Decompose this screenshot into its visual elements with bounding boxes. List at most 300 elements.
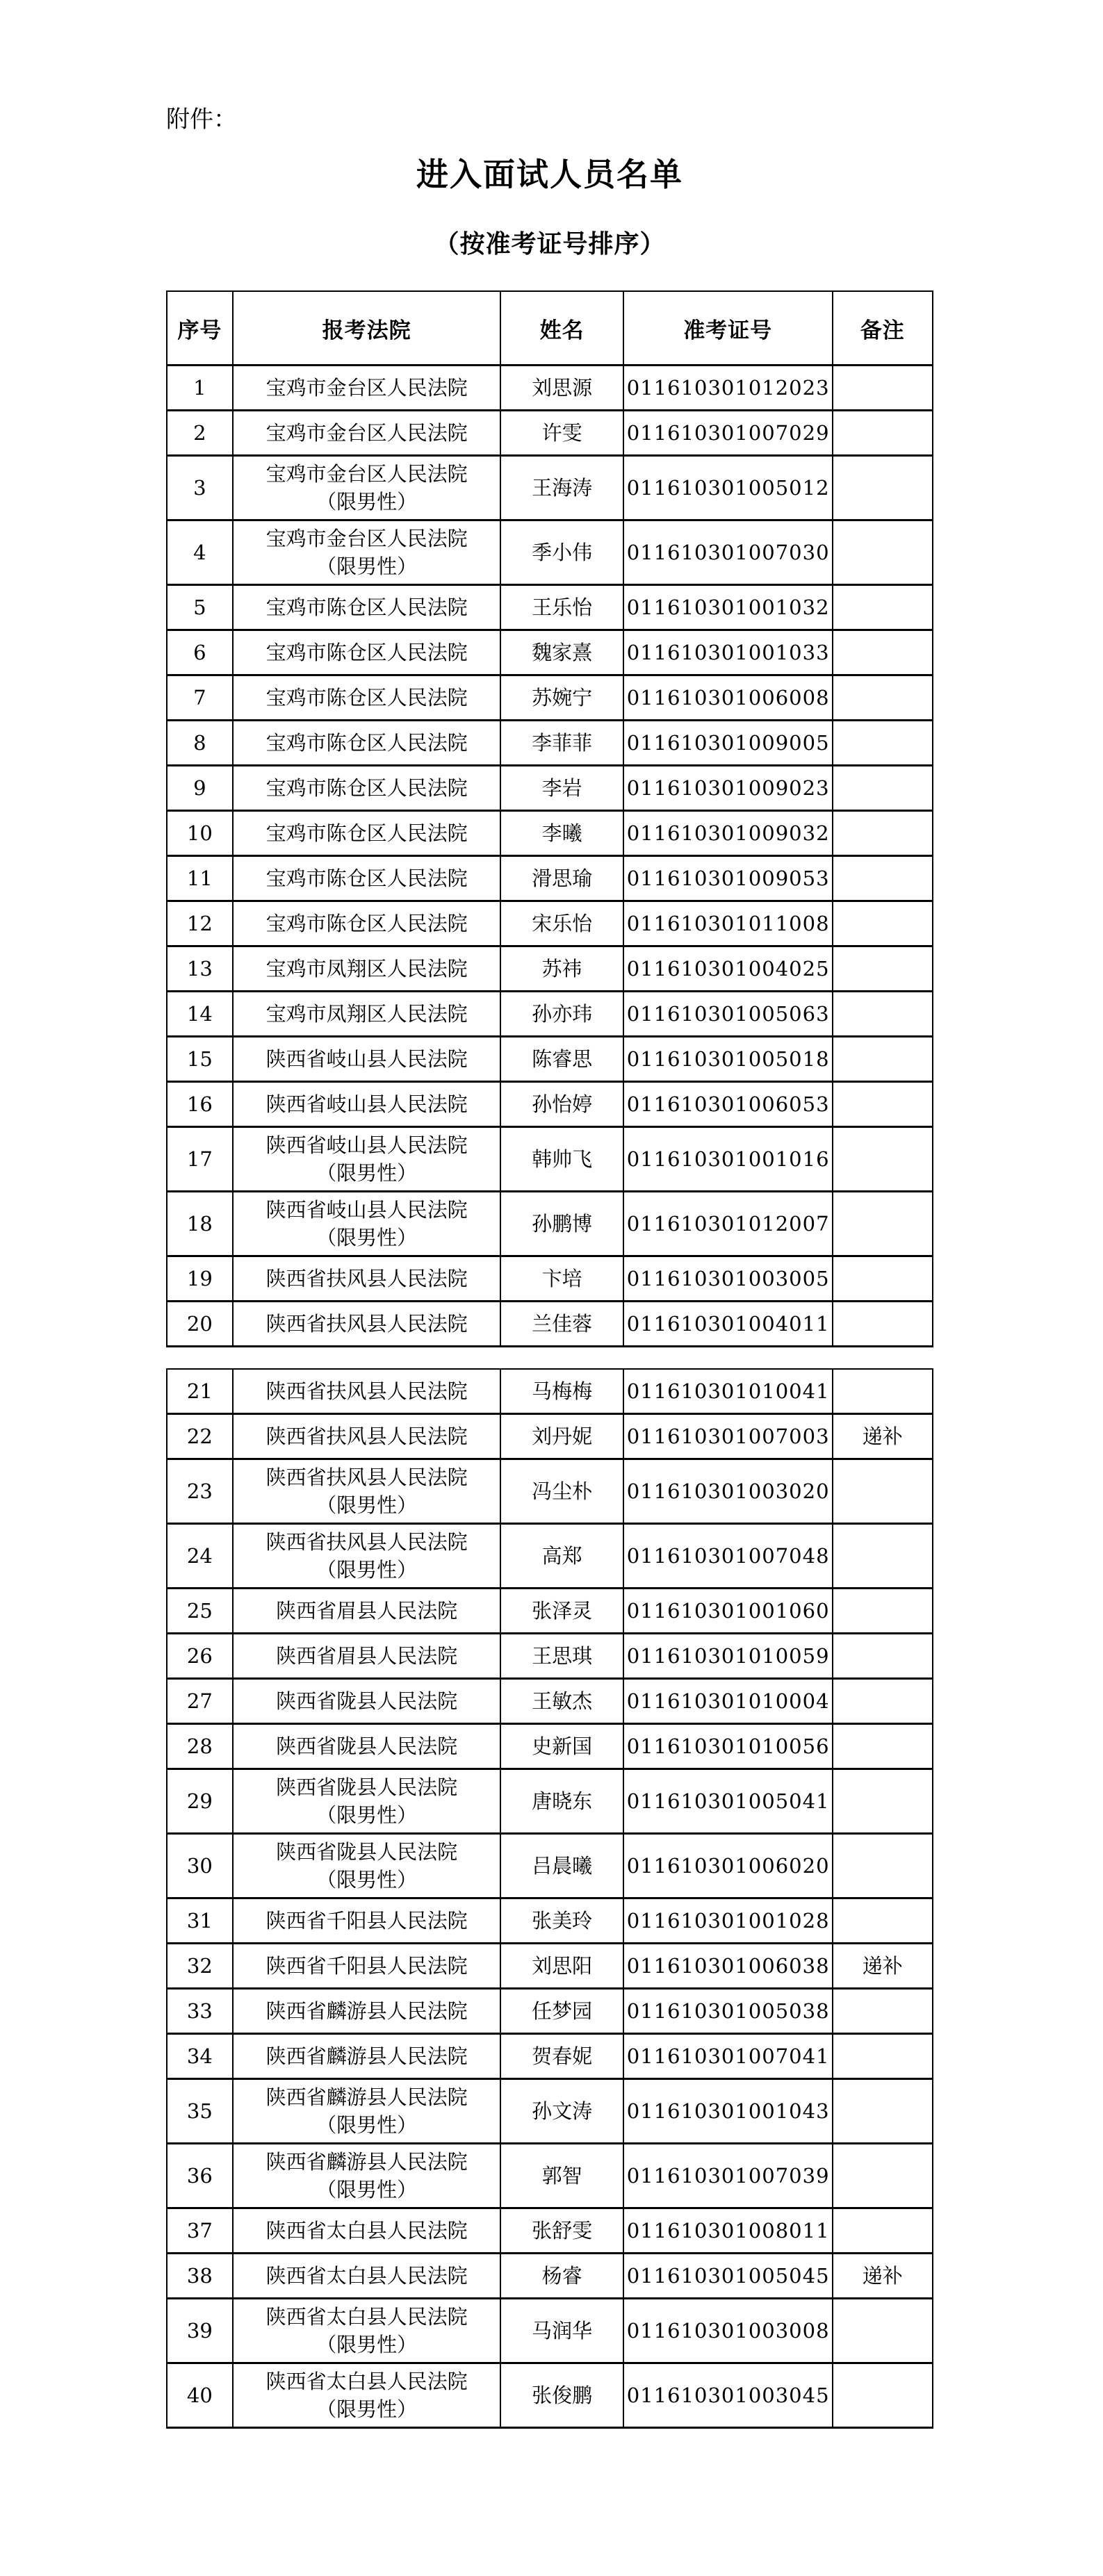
cell-name: 李岩 (500, 766, 623, 811)
cell-ticket: 011610301005012 (623, 456, 833, 520)
cell-name: 郭智 (500, 2144, 623, 2208)
court-note: （限男性） (316, 2178, 418, 2201)
table-row (167, 2144, 933, 2208)
cell-court (233, 766, 501, 811)
court-name: 陕西省岐山县人民法院 (265, 1198, 468, 1222)
table-row (167, 1369, 933, 1414)
cell-serial: 2 (167, 411, 233, 456)
cell-serial: 7 (167, 675, 233, 721)
table-row (167, 456, 933, 520)
cell-court (233, 811, 501, 856)
cell-remark (833, 520, 933, 585)
cell-court (233, 1127, 501, 1192)
cell-name: 苏祎 (500, 946, 623, 992)
cell-remark: 递补 (833, 1414, 933, 1459)
cell-name: 王海涛 (500, 456, 623, 520)
cell-court (233, 520, 501, 585)
cell-name: 刘思源 (500, 366, 623, 411)
cell-serial: 22 (167, 1414, 233, 1459)
court-note: （限男性） (316, 1493, 418, 1517)
cell-serial: 32 (167, 1944, 233, 1989)
cell-court (233, 585, 501, 630)
header-row (167, 291, 933, 366)
cell-name: 吕晨曦 (500, 1834, 623, 1898)
cell-serial: 20 (167, 1302, 233, 1347)
table-row (167, 411, 933, 456)
cell-ticket: 011610301006020 (623, 1834, 833, 1898)
court-name: 宝鸡市陈仓区人民法院 (265, 821, 468, 845)
cell-court (233, 1944, 501, 1989)
table-row (167, 1127, 933, 1192)
cell-ticket: 011610301007030 (623, 520, 833, 585)
header-serial: 序号 (167, 291, 233, 366)
court-name: 宝鸡市陈仓区人民法院 (265, 641, 468, 664)
court-note: （限男性） (316, 555, 418, 578)
table-row (167, 1944, 933, 1989)
court-name: 陕西省千阳县人民法院 (265, 1954, 468, 1978)
court-name: 陕西省陇县人民法院 (276, 1689, 458, 1713)
cell-name: 魏家熹 (500, 630, 623, 675)
cell-serial: 34 (167, 2034, 233, 2079)
cell-name: 贺春妮 (500, 2034, 623, 2079)
cell-ticket: 011610301005038 (623, 1989, 833, 2034)
cell-remark (833, 1724, 933, 1769)
court-name: 陕西省麟游县人民法院 (265, 2150, 468, 2174)
cell-name: 王乐怡 (500, 585, 623, 630)
cell-name: 王思琪 (500, 1634, 623, 1679)
table-row (167, 366, 933, 411)
table-row (167, 585, 933, 630)
cell-serial: 25 (167, 1589, 233, 1634)
court-name: 陕西省扶风县人民法院 (265, 1379, 468, 1403)
cell-serial: 12 (167, 901, 233, 946)
cell-remark (833, 1037, 933, 1082)
cell-court (233, 456, 501, 520)
table-row (167, 2079, 933, 2144)
court-name: 陕西省陇县人民法院 (276, 1775, 458, 1799)
cell-name: 卞培 (500, 1256, 623, 1302)
court-name: 陕西省扶风县人民法院 (265, 1267, 468, 1290)
table-row (167, 1634, 933, 1679)
cell-court (233, 721, 501, 766)
table-row (167, 1724, 933, 1769)
cell-ticket: 011610301009005 (623, 721, 833, 766)
cell-court (233, 1989, 501, 2034)
cell-court (233, 1302, 501, 1347)
cell-name: 孙怡婷 (500, 1082, 623, 1127)
cell-ticket: 011610301004025 (623, 946, 833, 992)
header-name: 姓名 (500, 291, 623, 366)
cell-name: 许雯 (500, 411, 623, 456)
cell-ticket: 011610301001033 (623, 630, 833, 675)
cell-ticket: 011610301008011 (623, 2208, 833, 2254)
table-row (167, 630, 933, 675)
cell-ticket: 011610301001016 (623, 1127, 833, 1192)
court-name: 陕西省麟游县人民法院 (265, 2085, 468, 2109)
cell-name: 刘丹妮 (500, 1414, 623, 1459)
cell-remark (833, 946, 933, 992)
cell-ticket: 011610301005045 (623, 2254, 833, 2299)
cell-name: 冯尘朴 (500, 1459, 623, 1524)
court-name: 宝鸡市陈仓区人民法院 (265, 912, 468, 935)
cell-name: 任梦园 (500, 1989, 623, 2034)
cell-court (233, 1724, 501, 1769)
cell-remark (833, 411, 933, 456)
attachment-label: 附件： (166, 106, 237, 133)
table-row (167, 1679, 933, 1724)
table-row (167, 1192, 933, 1256)
cell-name: 李菲菲 (500, 721, 623, 766)
table-row (167, 1256, 933, 1302)
cell-serial: 28 (167, 1724, 233, 1769)
table-row (167, 1414, 933, 1459)
cell-remark (833, 630, 933, 675)
cell-name: 滑思瑜 (500, 856, 623, 901)
court-name: 陕西省岐山县人民法院 (265, 1092, 468, 1116)
cell-court (233, 1769, 501, 1834)
court-name: 陕西省扶风县人民法院 (265, 1530, 468, 1554)
court-name: 陕西省千阳县人民法院 (265, 1909, 468, 1933)
cell-serial: 26 (167, 1634, 233, 1679)
cell-serial: 13 (167, 946, 233, 992)
cell-remark (833, 366, 933, 411)
court-name: 宝鸡市陈仓区人民法院 (265, 596, 468, 619)
cell-serial: 3 (167, 456, 233, 520)
table-row (167, 1459, 933, 1524)
cell-court (233, 2079, 501, 2144)
table-row (167, 1037, 933, 1082)
cell-ticket: 011610301007041 (623, 2034, 833, 2079)
cell-serial: 14 (167, 992, 233, 1037)
cell-court (233, 2144, 501, 2208)
cell-ticket: 011610301010056 (623, 1724, 833, 1769)
cell-ticket: 011610301003020 (623, 1459, 833, 1524)
cell-serial: 19 (167, 1256, 233, 1302)
cell-serial: 30 (167, 1834, 233, 1898)
court-name: 陕西省陇县人民法院 (276, 1840, 458, 1864)
cell-remark (833, 1989, 933, 2034)
cell-court (233, 1589, 501, 1634)
cell-court (233, 992, 501, 1037)
cell-remark (833, 1127, 933, 1192)
cell-name: 王敏杰 (500, 1679, 623, 1724)
cell-remark (833, 2144, 933, 2208)
cell-remark (833, 1524, 933, 1589)
cell-ticket: 011610301006038 (623, 1944, 833, 1989)
table-row (167, 766, 933, 811)
cell-remark (833, 675, 933, 721)
cell-serial: 1 (167, 366, 233, 411)
cell-serial: 39 (167, 2299, 233, 2363)
cell-remark (833, 1192, 933, 1256)
cell-court (233, 2208, 501, 2254)
header-ticket: 准考证号 (623, 291, 833, 366)
cell-court (233, 1082, 501, 1127)
court-name: 陕西省眉县人民法院 (276, 1644, 458, 1668)
cell-ticket: 011610301007048 (623, 1524, 833, 1589)
cell-serial: 15 (167, 1037, 233, 1082)
cell-ticket: 011610301006053 (623, 1082, 833, 1127)
table-row (167, 520, 933, 585)
page-title: 进入面试人员名单 (416, 156, 683, 193)
document-content (166, 0, 933, 2429)
court-note: （限男性） (316, 2397, 418, 2421)
cell-court (233, 1459, 501, 1524)
header-remark: 备注 (833, 291, 933, 366)
cell-remark (833, 811, 933, 856)
table-row (167, 856, 933, 901)
cell-court (233, 1524, 501, 1589)
cell-name: 张泽灵 (500, 1589, 623, 1634)
cell-serial: 8 (167, 721, 233, 766)
cell-remark (833, 2034, 933, 2079)
cell-remark (833, 1679, 933, 1724)
cell-serial: 27 (167, 1679, 233, 1724)
cell-name: 史新国 (500, 1724, 623, 1769)
table-row (167, 1834, 933, 1898)
cell-serial: 31 (167, 1898, 233, 1944)
cell-court (233, 675, 501, 721)
table-row (167, 2299, 933, 2363)
court-name: 宝鸡市凤翔区人民法院 (265, 957, 468, 981)
cell-remark (833, 766, 933, 811)
cell-name: 兰佳蓉 (500, 1302, 623, 1347)
page-subtitle: （按准考证号排序） (434, 229, 666, 259)
cell-name: 韩帅飞 (500, 1127, 623, 1192)
table-row (167, 1302, 933, 1347)
cell-serial: 5 (167, 585, 233, 630)
table-row (167, 1082, 933, 1127)
cell-remark (833, 1898, 933, 1944)
court-name: 陕西省陇县人民法院 (276, 1734, 458, 1758)
cell-court (233, 856, 501, 901)
cell-ticket: 011610301001028 (623, 1898, 833, 1944)
cell-court (233, 901, 501, 946)
cell-ticket: 011610301010059 (623, 1634, 833, 1679)
cell-remark (833, 1769, 933, 1834)
court-name: 宝鸡市金台区人民法院 (265, 376, 468, 400)
court-note: （限男性） (316, 490, 418, 514)
court-name: 陕西省麟游县人民法院 (265, 1999, 468, 2023)
cell-court (233, 1898, 501, 1944)
court-name: 陕西省眉县人民法院 (276, 1599, 458, 1623)
cell-serial: 16 (167, 1082, 233, 1127)
cell-name: 张舒雯 (500, 2208, 623, 2254)
cell-court (233, 1369, 501, 1414)
cell-name: 季小伟 (500, 520, 623, 585)
cell-ticket: 011610301003005 (623, 1256, 833, 1302)
table-row (167, 2208, 933, 2254)
cell-serial: 38 (167, 2254, 233, 2299)
court-note: （限男性） (316, 1558, 418, 1582)
cell-remark (833, 1302, 933, 1347)
header-court: 报考法院 (233, 291, 501, 366)
cell-serial: 18 (167, 1192, 233, 1256)
table-row (167, 946, 933, 992)
cell-court (233, 630, 501, 675)
cell-serial: 4 (167, 520, 233, 585)
cell-remark (833, 2299, 933, 2363)
cell-serial: 23 (167, 1459, 233, 1524)
court-name: 陕西省扶风县人民法院 (265, 1425, 468, 1448)
cell-ticket: 011610301007029 (623, 411, 833, 456)
cell-court (233, 366, 501, 411)
cell-court (233, 411, 501, 456)
cell-court (233, 2034, 501, 2079)
cell-remark (833, 1369, 933, 1414)
cell-ticket: 011610301012007 (623, 1192, 833, 1256)
cell-ticket: 011610301009032 (623, 811, 833, 856)
table-row (167, 1524, 933, 1589)
cell-serial: 33 (167, 1989, 233, 2034)
cell-court (233, 1414, 501, 1459)
cell-court (233, 1634, 501, 1679)
cell-ticket: 011610301012023 (623, 366, 833, 411)
cell-name: 高郑 (500, 1524, 623, 1589)
court-name: 陕西省太白县人民法院 (265, 2305, 468, 2329)
court-name: 陕西省扶风县人民法院 (265, 1312, 468, 1336)
cell-name: 苏婉宁 (500, 675, 623, 721)
cell-remark: 递补 (833, 1944, 933, 1989)
cell-ticket: 011610301001060 (623, 1589, 833, 1634)
cell-ticket: 011610301001032 (623, 585, 833, 630)
cell-ticket: 011610301003045 (623, 2363, 833, 2428)
table-row (167, 1769, 933, 1834)
cell-serial: 21 (167, 1369, 233, 1414)
cell-serial: 6 (167, 630, 233, 675)
table-row (167, 811, 933, 856)
cell-ticket: 011610301007039 (623, 2144, 833, 2208)
table-row (167, 1989, 933, 2034)
table-row (167, 901, 933, 946)
cell-ticket: 011610301005041 (623, 1769, 833, 1834)
cell-ticket: 011610301005063 (623, 992, 833, 1037)
court-name: 宝鸡市凤翔区人民法院 (265, 1002, 468, 1026)
cell-remark (833, 1834, 933, 1898)
cell-remark (833, 1589, 933, 1634)
cell-remark (833, 1459, 933, 1524)
court-name: 陕西省太白县人民法院 (265, 2370, 468, 2393)
table-row (167, 2254, 933, 2299)
cell-name: 孙文涛 (500, 2079, 623, 2144)
cell-court (233, 1192, 501, 1256)
cell-ticket: 011610301005018 (623, 1037, 833, 1082)
court-note: （限男性） (316, 1161, 418, 1185)
cell-name: 宋乐怡 (500, 901, 623, 946)
cell-serial: 40 (167, 2363, 233, 2428)
cell-name: 张美玲 (500, 1898, 623, 1944)
cell-name: 孙鹏博 (500, 1192, 623, 1256)
cell-remark (833, 2079, 933, 2144)
cell-remark (833, 456, 933, 520)
table-row (167, 2363, 933, 2428)
court-note: （限男性） (316, 1803, 418, 1827)
cell-remark (833, 901, 933, 946)
court-name: 宝鸡市陈仓区人民法院 (265, 867, 468, 890)
cell-serial: 11 (167, 856, 233, 901)
cell-court (233, 1679, 501, 1724)
court-name: 宝鸡市金台区人民法院 (265, 527, 468, 550)
cell-remark (833, 721, 933, 766)
cell-remark (833, 992, 933, 1037)
cell-remark (833, 1634, 933, 1679)
court-note: （限男性） (316, 2333, 418, 2356)
cell-serial: 24 (167, 1524, 233, 1589)
cell-ticket: 011610301006008 (623, 675, 833, 721)
cell-ticket: 011610301011008 (623, 901, 833, 946)
cell-name: 张俊鹏 (500, 2363, 623, 2428)
cell-remark (833, 856, 933, 901)
cell-serial: 35 (167, 2079, 233, 2144)
cell-name: 陈睿思 (500, 1037, 623, 1082)
roster-table-segment-2 (166, 1368, 933, 2429)
cell-name: 马梅梅 (500, 1369, 623, 1414)
cell-remark (833, 1256, 933, 1302)
cell-serial: 9 (167, 766, 233, 811)
cell-court (233, 946, 501, 992)
cell-ticket: 011610301001043 (623, 2079, 833, 2144)
cell-ticket: 011610301007003 (623, 1414, 833, 1459)
table-row (167, 1898, 933, 1944)
cell-name: 刘思阳 (500, 1944, 623, 1989)
cell-court (233, 2254, 501, 2299)
cell-serial: 10 (167, 811, 233, 856)
cell-court (233, 1037, 501, 1082)
court-note: （限男性） (316, 1868, 418, 1892)
cell-remark (833, 1082, 933, 1127)
cell-serial: 37 (167, 2208, 233, 2254)
cell-name: 孙亦玮 (500, 992, 623, 1037)
roster-table-segment-1 (166, 290, 933, 1347)
court-name: 宝鸡市金台区人民法院 (265, 421, 468, 445)
cell-serial: 29 (167, 1769, 233, 1834)
cell-ticket: 011610301010004 (623, 1679, 833, 1724)
court-name: 陕西省太白县人民法院 (265, 2219, 468, 2242)
court-name: 宝鸡市陈仓区人民法院 (265, 776, 468, 800)
cell-court (233, 2299, 501, 2363)
cell-name: 杨睿 (500, 2254, 623, 2299)
cell-ticket: 011610301010041 (623, 1369, 833, 1414)
cell-remark (833, 2363, 933, 2428)
cell-court (233, 1834, 501, 1898)
cell-remark (833, 585, 933, 630)
cell-serial: 17 (167, 1127, 233, 1192)
cell-ticket: 011610301003008 (623, 2299, 833, 2363)
cell-ticket: 011610301009023 (623, 766, 833, 811)
court-name: 宝鸡市金台区人民法院 (265, 462, 468, 486)
cell-court (233, 1256, 501, 1302)
court-note: （限男性） (316, 2113, 418, 2137)
table-row (167, 1589, 933, 1634)
court-name: 陕西省岐山县人民法院 (265, 1047, 468, 1071)
court-name: 陕西省岐山县人民法院 (265, 1133, 468, 1157)
cell-name: 唐晓东 (500, 1769, 623, 1834)
court-name: 陕西省麟游县人民法院 (265, 2044, 468, 2068)
table-row (167, 721, 933, 766)
table-row (167, 675, 933, 721)
cell-remark (833, 2208, 933, 2254)
cell-court (233, 2363, 501, 2428)
court-note: （限男性） (316, 1226, 418, 1249)
cell-remark: 递补 (833, 2254, 933, 2299)
cell-ticket: 011610301009053 (623, 856, 833, 901)
cell-name: 马润华 (500, 2299, 623, 2363)
court-name: 陕西省太白县人民法院 (265, 2264, 468, 2288)
court-name: 陕西省扶风县人民法院 (265, 1466, 468, 1489)
court-name: 宝鸡市陈仓区人民法院 (265, 731, 468, 755)
table-row (167, 992, 933, 1037)
cell-serial: 36 (167, 2144, 233, 2208)
